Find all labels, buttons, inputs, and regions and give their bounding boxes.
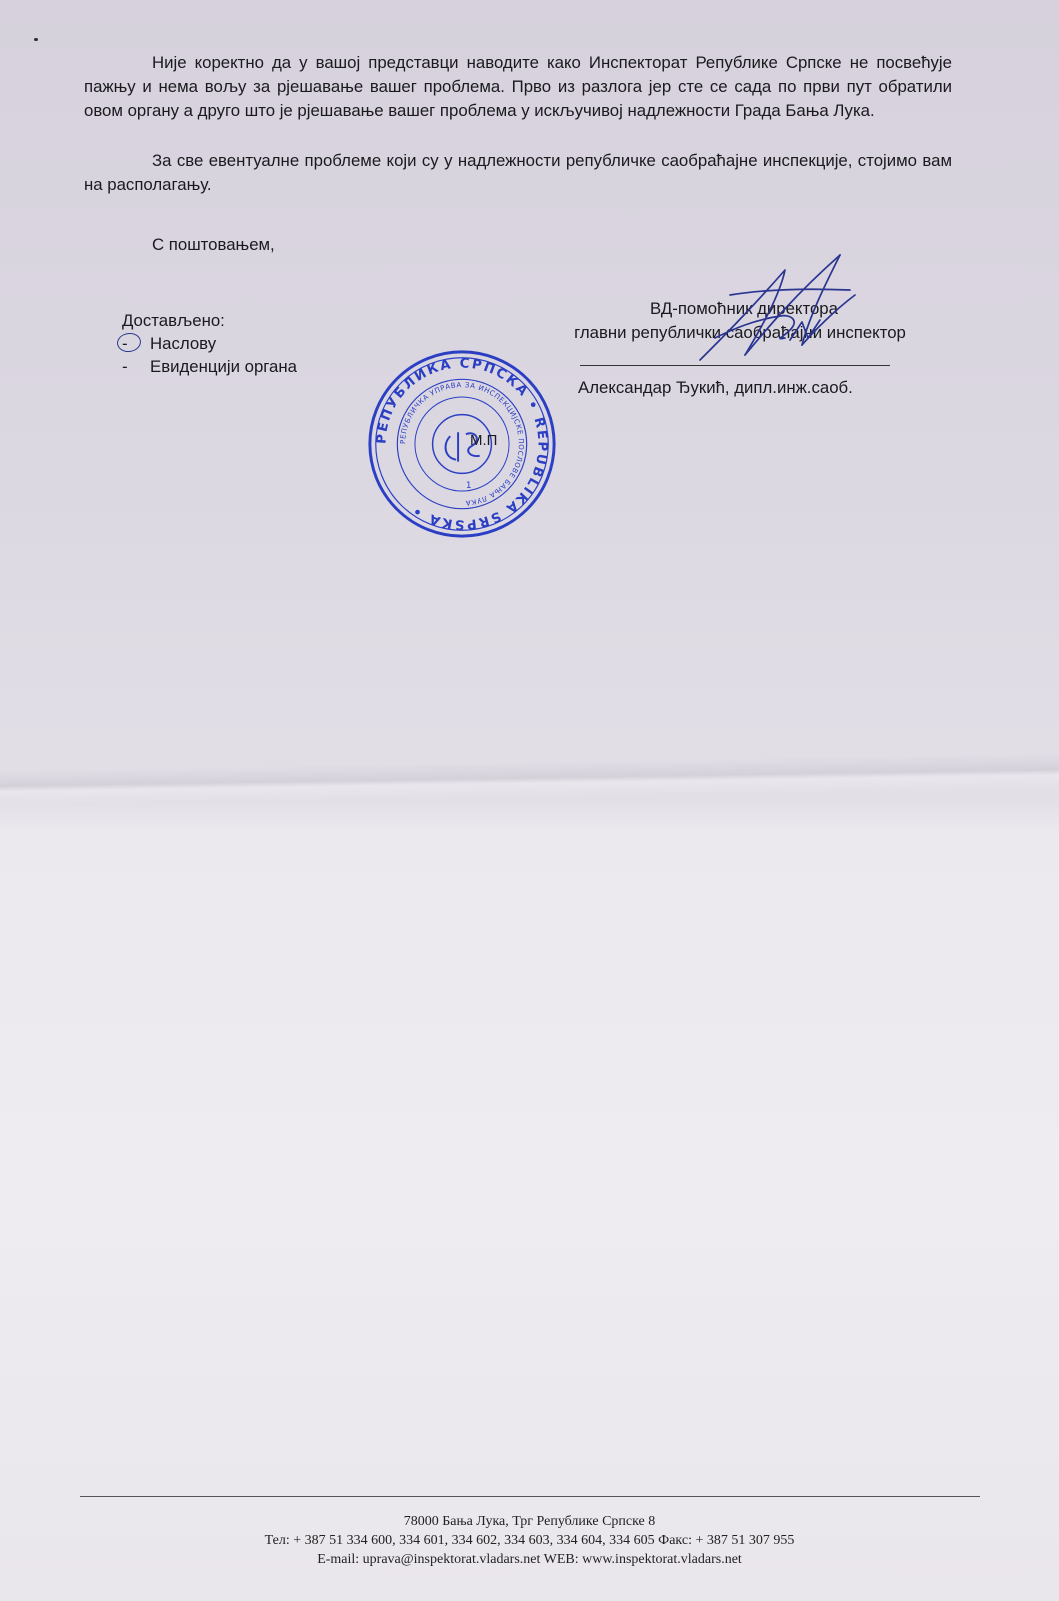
delivered-item xyxy=(122,332,297,355)
stamp-mp-label: М.П xyxy=(470,432,498,449)
svg-text:РЕПУБЛИЧКА УПРАВА ЗА ИНСПЕКЦИЈ: РЕПУБЛИЧКА УПРАВА ЗА ИНСПЕКЦИЈСКЕ ПОСЛОВЕ БАЊА ЛУКА xyxy=(398,380,526,508)
closing-greeting: С поштовањем, xyxy=(152,235,275,254)
footer-web: E-mail: uprava@inspektorat.vladars.net WEB: www.inspektorat.vladars.net xyxy=(317,1552,742,1567)
delivered-item xyxy=(122,355,297,378)
delivered-list xyxy=(122,309,297,378)
footer-phones: Тел: + 387 51 334 600, 334 601, 334 602, 334 603, 334 604, 334 605 Факс: + 387 51 307 955 xyxy=(264,1533,795,1548)
list-dash: - xyxy=(122,332,150,355)
letterhead-footer xyxy=(0,1512,1059,1569)
handwritten-circle-mark xyxy=(116,331,142,353)
svg-text:РЕПУБЛИКА СРПСКА • REPUBLIKA S: РЕПУБЛИКА СРПСКА • REPUBLIKA SRPSKA • xyxy=(374,356,550,532)
footer-address: 78000 Бања Лука, Трг Републике Српске 8 xyxy=(403,1514,656,1529)
svg-text:1: 1 xyxy=(465,481,472,492)
signatory-title-2: главни републички саобраћајни инспектор xyxy=(574,323,906,342)
body-paragraph-1: Није коректно да у вашој представци наводите како Инспекторат Републике Српске не посвећује пажњу и нема вољу за рјешавање вашег проблема. Прво из разлога јер сте се сада по први пут обратили овом органу а друго што је рјешавање вашег проблема у искључивој надлежности Града Бања Лука. xyxy=(84,53,952,120)
signatory-title-1: ВД-помоћник директора xyxy=(650,299,838,318)
paper-speck xyxy=(34,38,38,41)
body-paragraph-2: За све евентуалне проблеме који су у надлежности републичке саобраћајне инспекције, стојимо вам на располагању. xyxy=(84,151,952,194)
signatory-name: Александар Ђукић, дипл.инж.саоб. xyxy=(578,378,853,397)
handwritten-signature xyxy=(690,250,890,380)
delivered-item-label: Евиденцији органа xyxy=(150,357,297,376)
footer-divider xyxy=(80,1496,980,1497)
list-dash: - xyxy=(122,357,128,376)
paper-fold-shadow xyxy=(0,753,1059,806)
delivered-item-label: Наслову xyxy=(150,334,217,353)
official-stamp xyxy=(364,346,560,542)
delivered-heading: Достављено: xyxy=(122,311,225,330)
